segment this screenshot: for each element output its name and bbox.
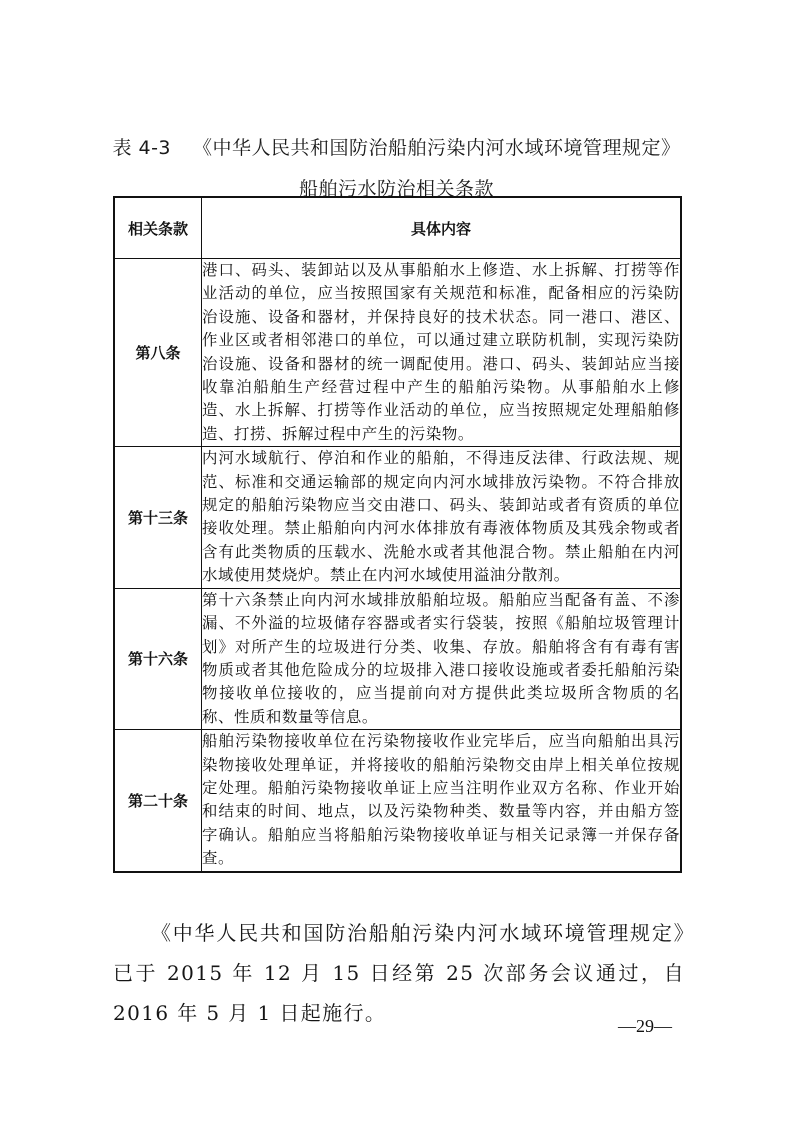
table-header-row [114, 197, 681, 259]
clause-content: 港口、码头、装卸站以及从事船舶水上修造、水上拆解、打捞等作业活动的单位，应当按照国家有关规范和标准，配备相应的污染防治设施、设备和器材，并保持良好的技术状态。同一港口、港区、作业区或者相邻港口的单位，可以通过建立联防机制，实现污染防治设施、设备和器材的统一调配使用。港口、码头、装卸站应当接收靠泊船舶生产经营过程中产生的船舶污染物。从事船舶水上修造、水上拆解、打捞等作业活动的单位，应当按照规定处理船舶修造、打捞、拆解过程中产生的污染物。 [202, 259, 682, 447]
clause-name: 第十三条 [114, 447, 202, 588]
clause-content: 内河水域航行、停泊和作业的船舶，不得违反法律、行政法规、规范、标准和交通运输部的规定向内河水域排放污染物。不符合排放规定的船舶污染物应当交由港口、码头、装卸站或者有资质的单位接收处理。禁止船舶向内河水体排放有毒液体物质及其残余物或者含有此类物质的压载水、洗舱水或者其他混合物。禁止船舶在内河水域使用焚烧炉。禁止在内河水域使用溢油分散剂。 [202, 447, 682, 588]
header-clause: 相关条款 [114, 197, 202, 259]
table-caption [0, 133, 793, 160]
header-content: 具体内容 [202, 197, 682, 259]
clause-name: 第八条 [114, 259, 202, 447]
table-row [114, 588, 681, 729]
body-paragraph: 《中华人民共和国防治船舶污染内河水域环境管理规定》已于 2015 年 12 月 15 日经第 25 次部务会议通过，自 2016 年 5 月 1 日起施行。 [113, 921, 685, 1025]
table-row [114, 259, 681, 447]
clause-name: 第十六条 [114, 588, 202, 729]
table-row [114, 730, 681, 872]
page-number: —29— [618, 1016, 672, 1036]
table-row [114, 447, 681, 588]
clause-name: 第二十条 [114, 730, 202, 872]
clause-content: 第十六条禁止向内河水域排放船舶垃圾。船舶应当配备有盖、不渗漏、不外溢的垃圾储存容器或者实行袋装，按照《船舶垃圾管理计划》对所产生的垃圾进行分类、收集、存放。船舶将含有有毒有害物质或者其他危险成分的垃圾排入港口接收设施或者委托船舶污染物接收单位接收的，应当提前向对方提供此类垃圾所含物质的名称、性质和数量等信息。 [202, 588, 682, 729]
table-number: 表 4-3 [112, 137, 172, 159]
table-title-line1: 《中华人民共和国防治船舶污染内河水域环境管理规定》 [193, 137, 681, 159]
clauses-table [113, 196, 682, 873]
table-title-line2: 船舶污水防治相关条款 [298, 178, 494, 200]
clause-content: 船舶污染物接收单位在污染物接收作业完毕后，应当向船舶出具污染物接收处理单证，并将接收的船舶污染物交由岸上相关单位按规定处理。船舶污染物接收单证上应当注明作业双方名称、作业开始和结束的时间、地点，以及污染物种类、数量等内容，并由船方签字确认。船舶应当将船舶污染物接收单证与相关记录簿一并保存备查。 [202, 730, 682, 872]
